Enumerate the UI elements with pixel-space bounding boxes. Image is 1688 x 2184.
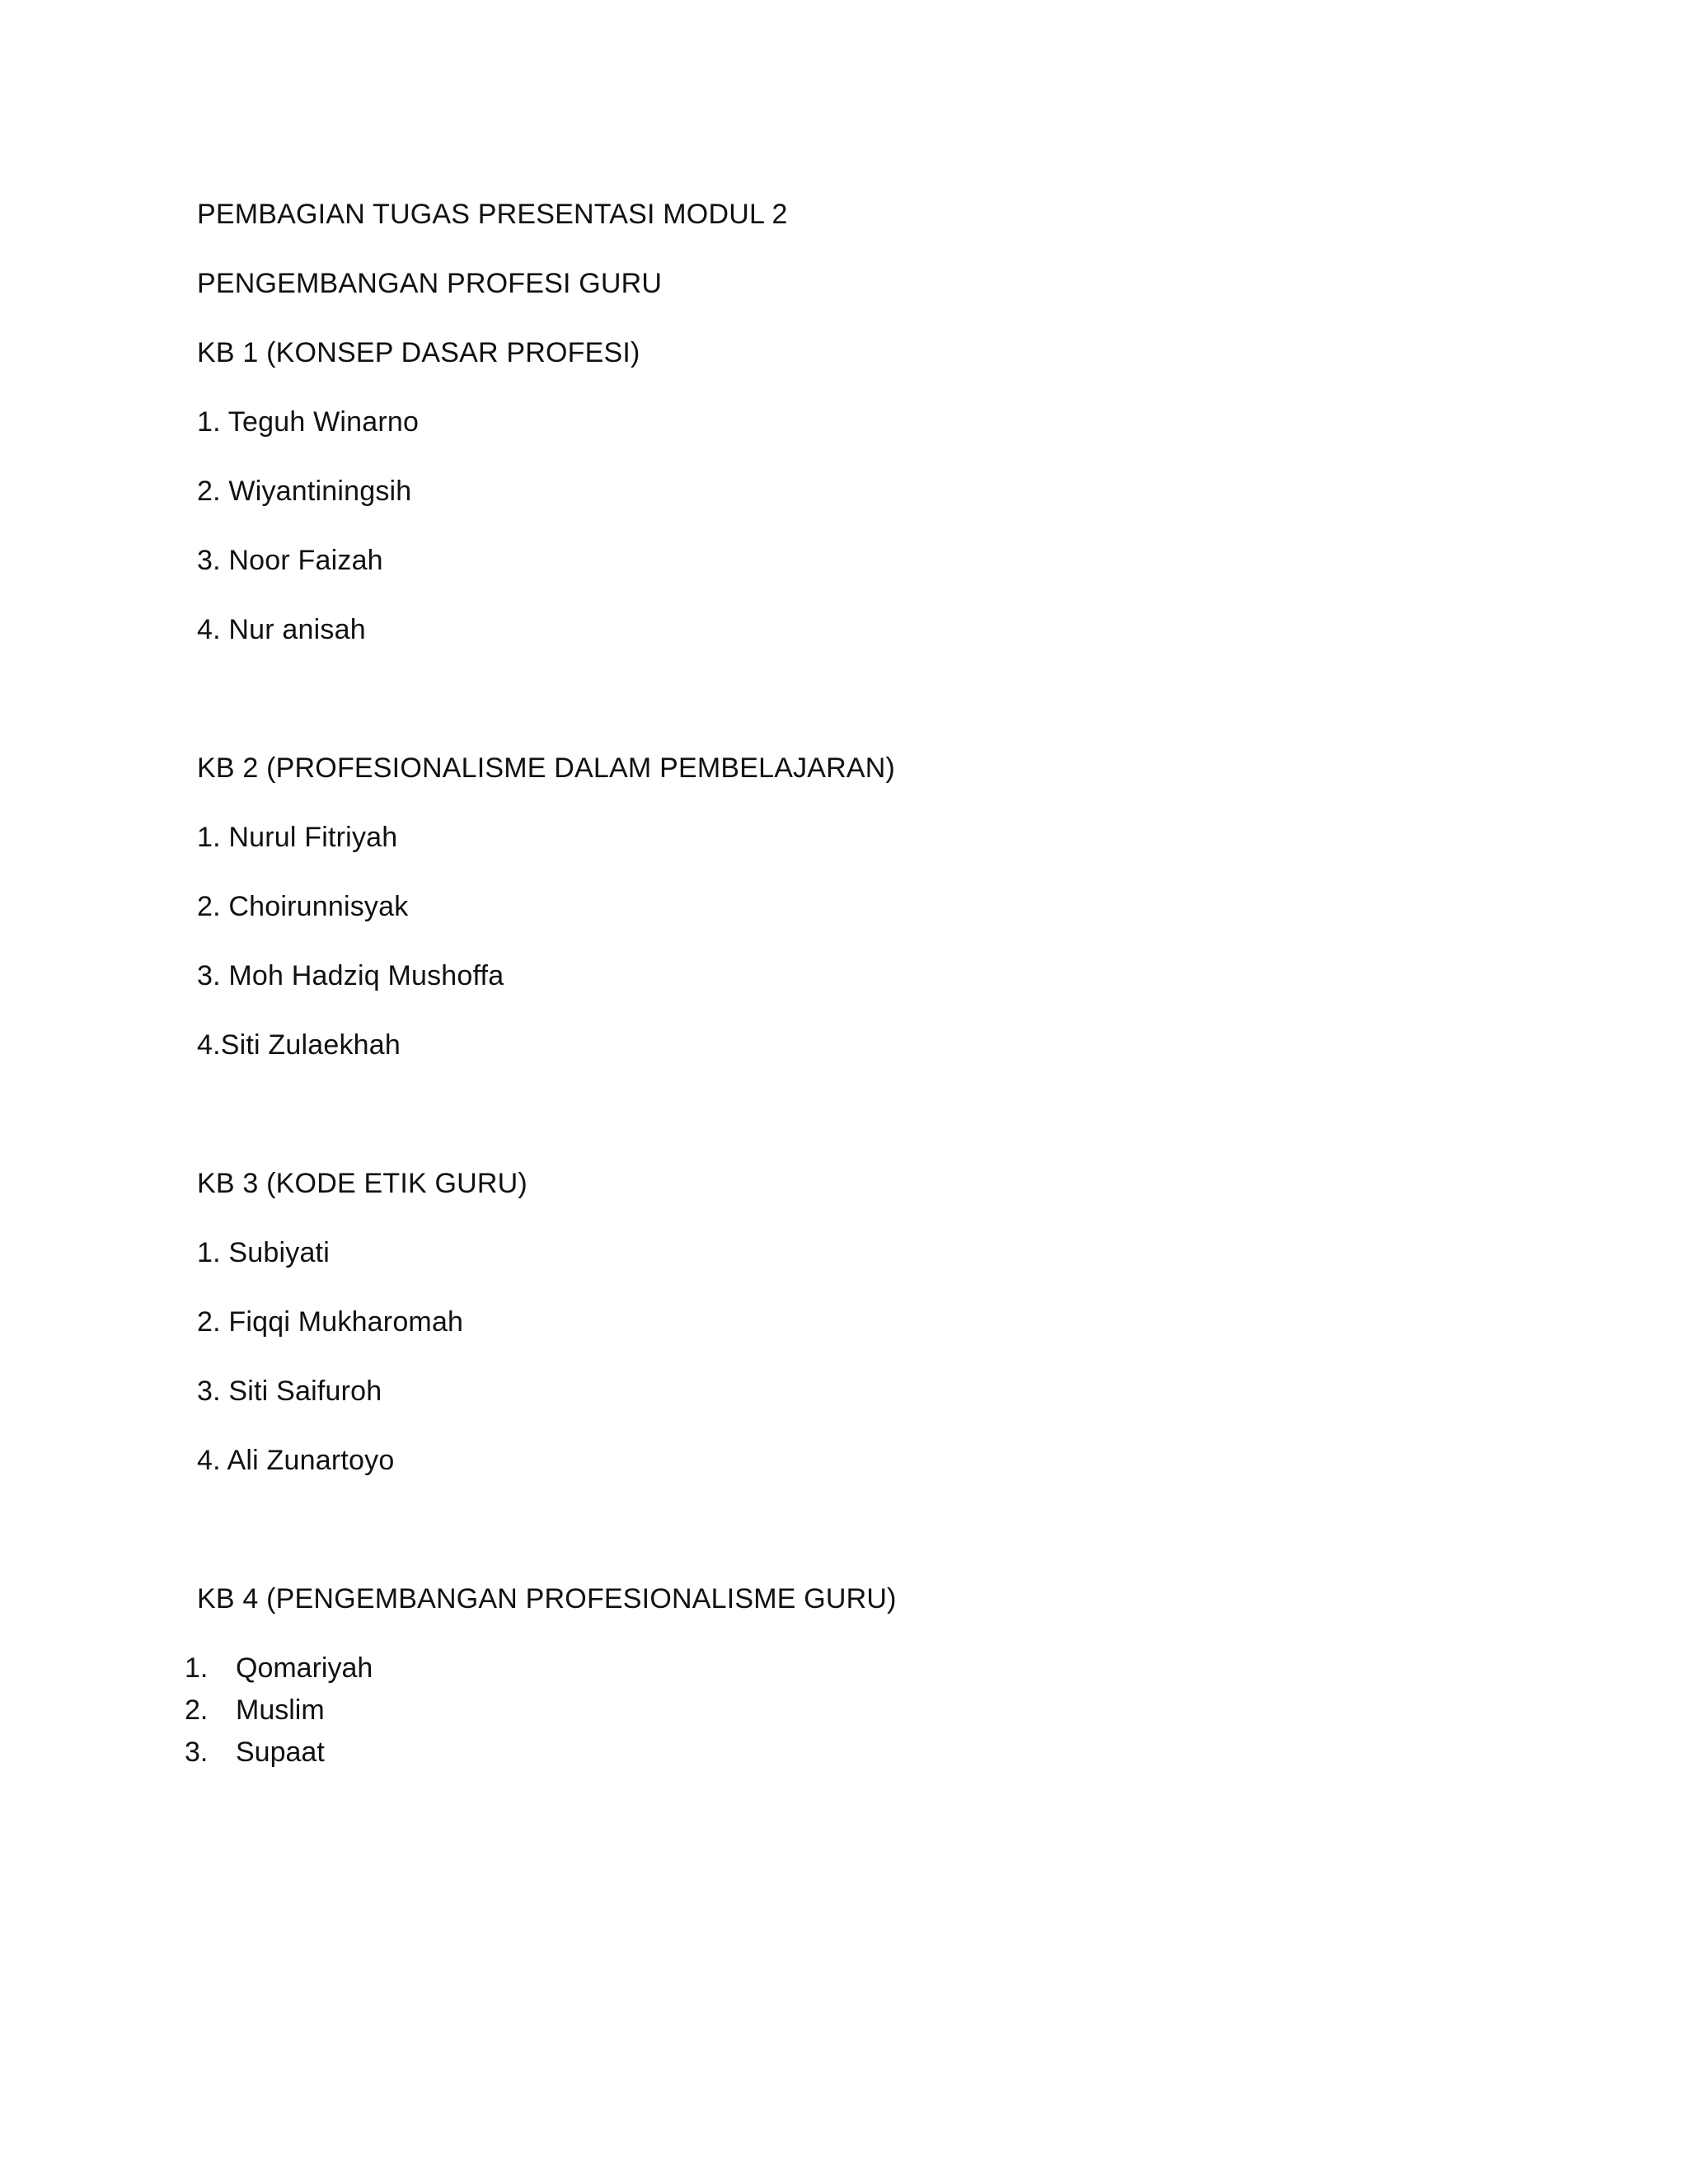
list-item: 4. Ali Zunartoyo (197, 1445, 395, 1476)
section-heading-kb4: KB 4 (PENGEMBANGAN PROFESIONALISME GURU) (197, 1583, 897, 1615)
section-heading-kb2: KB 2 (PROFESIONALISME DALAM PEMBELAJARAN) (197, 752, 896, 784)
list-name: Muslim (236, 1694, 325, 1726)
list-item: 4. Nur anisah (197, 614, 366, 645)
list-item: 3. Noor Faizah (197, 545, 383, 576)
list-number: 2. (185, 1694, 209, 1726)
numbered-list-item (185, 1652, 373, 1685)
list-name: Qomariyah (236, 1652, 373, 1684)
list-item: 2. Choirunnisyak (197, 891, 409, 922)
list-item: 1. Subiyati (197, 1237, 330, 1268)
list-item: 2. Wiyantiningsih (197, 476, 412, 507)
document-title: PEMBAGIAN TUGAS PRESENTASI MODUL 2 (197, 199, 788, 230)
document-subtitle: PENGEMBANGAN PROFESI GURU (197, 268, 663, 299)
list-item: 1. Nurul Fitriyah (197, 822, 398, 853)
list-item: 3. Moh Hadziq Mushoffa (197, 960, 504, 991)
section-heading-kb1: KB 1 (KONSEP DASAR PROFESI) (197, 337, 640, 368)
numbered-list-item (185, 1694, 325, 1727)
list-item: 3. Siti Saifuroh (197, 1376, 382, 1407)
list-name: Supaat (236, 1736, 325, 1768)
list-number: 1. (185, 1652, 209, 1684)
list-item: 4.Siti Zulaekhah (197, 1029, 401, 1061)
section-heading-kb3: KB 3 (KODE ETIK GURU) (197, 1168, 528, 1199)
list-item: 2. Fiqqi Mukharomah (197, 1306, 464, 1338)
list-item: 1. Teguh Winarno (197, 406, 420, 438)
list-number: 3. (185, 1736, 209, 1768)
numbered-list-item (185, 1736, 325, 1769)
